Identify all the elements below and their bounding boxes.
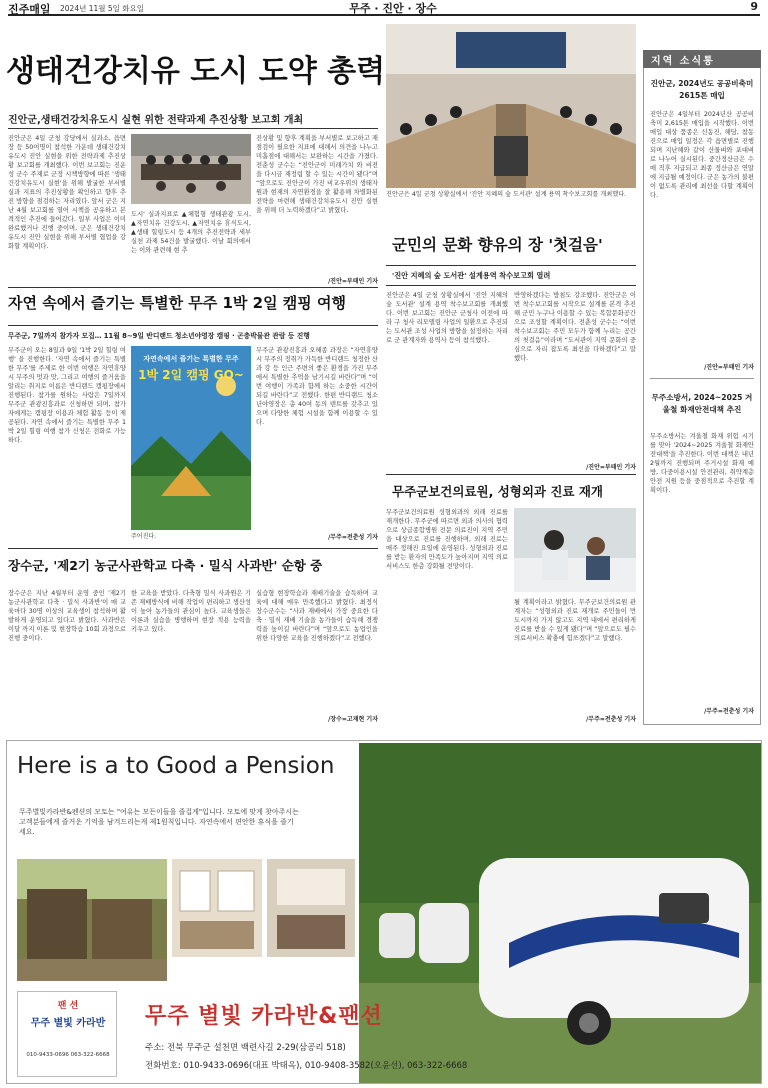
culture-headline: 군민의 문화 향유의 장 '첫걸음' (392, 236, 603, 254)
culture-rule-top (386, 265, 636, 266)
camping-col3: 무주군 관광진흥과 오혜종 과장은 “자연휴양시 무주의 정취가 가득한 반디랜드 청정한 산과 강 등 인근 주변의 좋은 환경을 가진 무주에서 특별한 추억을 남기시길 바란다”며 “이번 여행이 가족과 함께 하는 소중한 시간이 되길 바란다”고 전했다. 한편 반디랜드 청소년야영장은 총 40여 동의 텐트를 갖추고 있으며 다양한 체험 시설을 함께 이용할 수 있다. (256, 347, 378, 426)
health-photo (514, 508, 636, 592)
page-number: 9 (750, 0, 758, 13)
health-headline: 무주군보건의료원, 성형외과 진료 재개 (392, 484, 604, 499)
sidebar-item2-byline: /무주=전춘성 기자 (704, 708, 754, 715)
health-col1: 무주군보건의료원 성형외과의 외래 진료를 재개한다. 무주군에 따르면 외과 의사의 협력으로 상급종합병원 전문 의료진이 지역 주민을 대상으로 진료를 진행하며, 외래 진료는 매주 정해진 요일에 운영된다. 성형외과 진료를 받는 환자의 만족도가 높아지며 지역 의료 서비스도 한층 강화될 전망이다. (386, 509, 508, 570)
rule-lead (8, 287, 378, 288)
apple-headline: 장수군, '제2기 농군사관학교 다축 · 밀식 사과반' 순항 중 (8, 558, 323, 573)
ad-room-photo (172, 859, 262, 957)
poster-big: 1박 2일 캠핑 GO~ (138, 368, 244, 382)
culture-col2: 반영하겠다는 방침도 강조했다. 진안군은 이번 착수보고회를 시작으로 설계를 본격 추진해 군민 누구나 이용할 수 있는 복합문화공간으로 조성할 계획이다. 전춘성 군수는 “이번 착수보고회는 주민 모두가 함께 누리는 공간의 첫걸음”이라며 “도서관이 지역 문화의 중심으로 자리 잡도록 최선을 다하겠다”고 말했다. (514, 292, 636, 362)
lead-col3: 진상황 및 향후 계획을 부서별로 보고하고 재점검이 필요한 지표에 대해서 의견을 나누고 미흡점에 대해서는 보완하는 시간을 가졌다. 전춘성 군수는 “진안군이 미래가치 와 비전을 다시금 재정립 할 수 있는 시간이 됐다”며 “앞으로도 진안군이 가진 비교우위의 생태자원과 현재의 자연환경을 잘 활용해 차별화된 전략을 마련해 생태건강치유도시 진안 실현을 위해 더 노력하겠다”고 밝혔다. (256, 135, 378, 214)
culture-col1: 진안군은 4일 군청 상황실에서 '진안 지혜의 숲 도서관' 설계 용역 착수보고회를 개최했다. 이번 보고회는 진안군 군청사 이전에 따라 구 청사 리모델링 사업의 일환으로 추진되는 도서관 조성 사업의 방향을 설정하는 자리로 군 관계자와 용역사 등이 참석했다. (386, 292, 508, 344)
pension-ad (6, 740, 762, 1084)
sidebar-title: 지역 소식통 (651, 56, 715, 67)
lead-subhead: 진안군,생태건강치유도시 실현 위한 전략과제 추진상황 보고회 개최 (8, 115, 304, 126)
sidebar-rule (650, 378, 754, 379)
meeting-photo (386, 24, 636, 188)
culture-byline: /진안=부태인 기자 (586, 464, 636, 471)
camping-byline: /무주=전춘성 기자 (328, 534, 378, 541)
paper-name: 진주매일 (8, 3, 51, 16)
meeting-photo-caption: 진안군은 4일 군청 상황실에서 '진안 지혜의 숲 도서관' 설계 용역 착수보고회를 개최했다. (386, 191, 627, 198)
ad-garden-photo (17, 859, 167, 981)
camping-poster (131, 346, 251, 530)
camping-col1: 무주군이 오는 8일과 9일 '1박 2일 힐링 여행' 을 진행한다. '자연 속에서 즐기는 특별한 무주'를 주제로 한 이번 여행은 자연휴양시 무주의 멋과 맛, 그리고 여행의 즐거움을 알리는 취지로 이름은 반디랜드 캠핑장에서 진행된다. 참가를 원하는 사람은 7일까지 무주군 관광진흥과로 신청하면 되며, 참가자에게는 캠핑장 이용과 체험 활동 등이 제공된다. 자연 속에서 즐기는 특별한 무주 1박 2일 힐링 여행 참가 신청은 전화로 가능하다. (8, 347, 126, 444)
sidebar-item1-body: 진안군은 4일부터 2024년산 공공비축미 2,615톤 매입을 시작했다. 이번 매입 대상 품종은 신동진, 해담, 참동진으로 매입 일정은 각 읍면별로 진행되며 지난해와 같이 산물벼와 포대벼로 나누어 실시된다. 중간정산금은 수매 직후 지급되고 최종 정산금은 연말에 지급될 예정이다. 군은 농가의 불편이 없도록 관리에 최선을 다할 계획이다. (650, 111, 754, 199)
apple-col1: 장수군은 지난 4월부터 운영 중인 '제2기 농군사관학교 다축 · 밀식 사과반'이 매 교육마다 30명 이상의 교육생이 참석하며 활발하게 운영되고 있다고 밝혔다. 사과반은 이달 까지 이론 및 현장학습 10회 과정으로 진행 중이다. (8, 590, 126, 642)
camping-subhead: 무주군, 7일까지 참가자 모집… 11월 8~9일 반디랜드 청소년야영장 캠핑 · 곤충박물관 관람 등 진행 (8, 332, 310, 340)
ad-logo-top: 팬 션 (57, 1001, 79, 1011)
ad-name: 무주 별빛 카라반&팬션 (145, 1004, 383, 1029)
ad-logo-main: 무주 별빛 카라반 (30, 1018, 106, 1029)
camping-headline: 자연 속에서 즐기는 특별한 무주 1박 2일 캠핑 여행 (8, 294, 346, 312)
sidebar-title-bar (643, 50, 761, 68)
lead-photo (131, 134, 251, 204)
issue-date: 2024년 11월 5일 화요일 (60, 4, 145, 13)
culture-subhead: '진안 지혜의 숲 도서관' 설계용역 착수보고회 열려 (392, 271, 551, 280)
sidebar-item2-body: 무주소방서는 겨울철 화재 위험 시기를 맞아 '2024~2025 겨울철 화재안전대책'을 추진한다. 이번 대책은 내년 2월까지 진행되며 주거시설 화재 예방, 다중이용시설 안전관리, 취약계층 안전 지원 등을 중점적으로 추진할 계획이다. (650, 433, 754, 494)
apple-col3: 실습형 현장학습과 재배기술을 습득하며 교육에 대해 매우 만족했다고 밝혔다. 최정식 장수군수는 “사과 재배에서 가장 중요한 다축 · 밀식 재배 기술을 농가들이 습득해 경쟁력을 높이길 바란다”며 “앞으로도 농업인을 위한 다양한 교육을 진행하겠다”고 전했다. (256, 590, 378, 642)
lead-col1: 진안군은 4일 군청 강당에서 실과소, 읍면장 등 50여명이 참석한 가운데 생태건강치유도시 진안 실현을 위한 전략과제 추진상황 보고회를 개최했다. 이번 보고회는 진운성 군수 주재로 군정 시책방향에 따른 '생태건강치유도시 실현'을 위해 발굴한 부서별 실과 지표의 추진상황을 확인하고 향후 추진 방향을 점검하는 자리였다. 앞서 군은 지난 4월 보고회를 열어 시책을 공유하고 본격적인 추진에 들어갔다. 일부 사업은 이미 완료했거나 진행 중이며, 군은 생태건강치유도시 진안 실현을 위해 부서별 협업을 강화할 계획이다. (8, 135, 126, 250)
lead-headline: 생태건강치유 도시 도약 총력 (6, 54, 386, 89)
culture-rule-bottom (386, 285, 636, 286)
apple-col2: 한 교육을 받았다. 다축형 밀식 사과원은 기존 재배방식에 비해 작업이 편리하고 생산성이 높아 농가들의 관심이 높다. 교육생들은 이론과 실습을 병행하며 현장 적용 능력을 키우고 있다. (131, 590, 251, 633)
apple-byline: /장수=고재현 기자 (328, 716, 378, 723)
lead-byline: /진안=부태인 기자 (328, 278, 378, 285)
rule-camping (8, 548, 378, 549)
ad-caravan-photo (359, 743, 761, 1083)
health-col2: 될 계획이라고 밝혔다. 무주군보건의료원 관계자는 “성형외과 진료 재개로 주민들이 먼 도시까지 가지 않고도 지역 내에서 편리하게 진료를 받을 수 있게 됐다”며 “앞으로도 필수 의료서비스 확충에 힘쓰겠다”고 말했다. (514, 599, 636, 642)
health-byline: /무주=전춘성 기자 (586, 716, 636, 723)
section-label: 무주 · 진안 · 장수 (349, 2, 437, 15)
ad-logo (17, 991, 117, 1077)
ad-phone: 전화번호: 010-9433-0696(대표 박태옥), 010-9408-3582(오윤선), 063-322-6668 (145, 1061, 468, 1071)
ad-interior-photo (267, 859, 355, 957)
masthead (8, 0, 760, 16)
lead-subhead-rule (8, 128, 378, 129)
camping-rule (8, 325, 378, 326)
sidebar-item1-byline: /진안=부태인 기자 (704, 364, 754, 371)
ad-intro: 무주별빛카라반&펜션의 모토는 "여유는 모든이들을 즐겁게"입니다. 모토에 맞게 찾아주시는 고객분들에게 즐거운 기억을 남겨드리는게 제1원칙입니다. 자연속에서 편안한 휴식을 즐기세요. (19, 808, 299, 836)
camping-poster-caption: 주어진다. (131, 533, 157, 540)
sidebar-item2-headline: 무주소방서, 2024~2025 겨울철 화재안전대책 추진 (651, 393, 753, 414)
lead-col2: 도시' 실과지표로 ▲체험형 생태관광 도시, ▲자연치유 건강도시, ▲자연치유 휴식도시, ▲생태 힐링도시 등 4개의 추진전략과 세부 실천 과제 54건을 발굴했다. 이날 회의에서는 이와 관련해 현 추 (131, 211, 251, 254)
sidebar-item1-headline: 진안군, 2024년도 공공비축미 2615톤 매입 (650, 79, 754, 100)
rule-culture (386, 474, 636, 475)
ad-title: Here is a to Good a Pension (17, 753, 335, 779)
poster-title: 자연속에서 즐기는 특별한 무주 (143, 355, 239, 363)
ad-logo-phone: 010-9433-0696 063-322-6668 (26, 1052, 110, 1058)
ad-address: 주소: 전북 무주군 설천면 백련사길 2-29(삼공리 518) (145, 1043, 346, 1053)
